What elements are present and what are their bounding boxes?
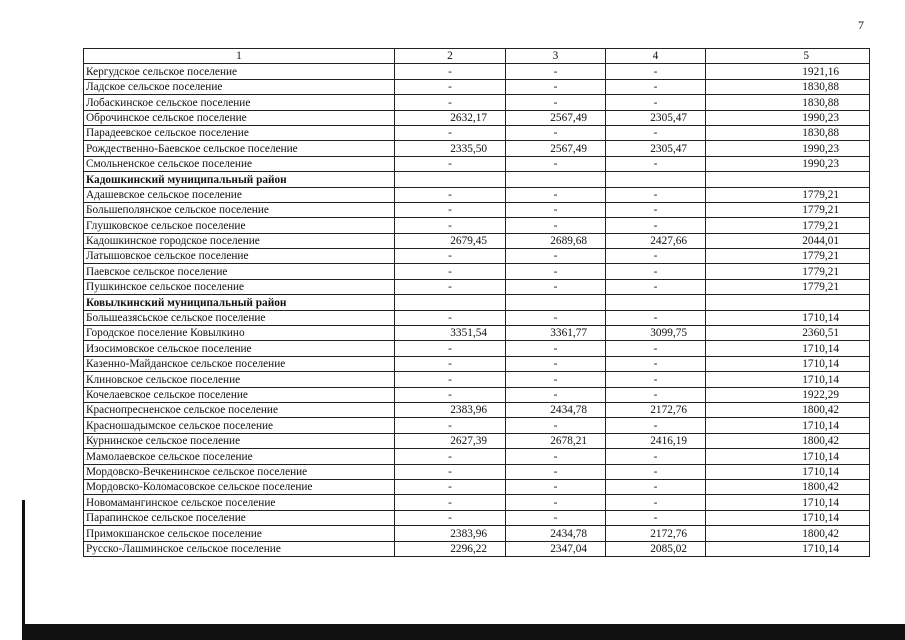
value-cell-col5: 1830,88	[706, 79, 870, 94]
value-cell-col2: 2296,22	[395, 541, 506, 556]
value-cell-col2: -	[395, 418, 506, 433]
value-cell-col3: 2689,68	[506, 233, 606, 248]
value-cell-col5: 1710,14	[706, 341, 870, 356]
value-cell-col5: 1710,14	[706, 310, 870, 325]
settlement-name-cell: Паевское сельское поселение	[84, 264, 395, 279]
settlement-name-cell: Мамолаевское сельское поселение	[84, 449, 395, 464]
value-cell-col5: 1779,21	[706, 218, 870, 233]
value-cell-col3: -	[506, 356, 606, 371]
value-cell-col5: 1710,14	[706, 541, 870, 556]
value-cell-col2: 2632,17	[395, 110, 506, 125]
tariff-table	[83, 48, 870, 557]
value-cell-col3: -	[506, 264, 606, 279]
table-row	[84, 202, 870, 217]
value-cell-col5: 1779,21	[706, 264, 870, 279]
value-cell-col3: -	[506, 495, 606, 510]
settlement-name-cell: Рождественно-Баевское сельское поселение	[84, 141, 395, 156]
value-cell-col5: 1800,42	[706, 479, 870, 494]
value-cell-col3: -	[506, 79, 606, 94]
settlement-name-cell: Русско-Лашминское сельское поселение	[84, 541, 395, 556]
value-cell-col3: -	[506, 341, 606, 356]
value-cell-col2: -	[395, 264, 506, 279]
value-cell-col4: -	[606, 249, 706, 264]
value-cell-col4: -	[606, 187, 706, 202]
value-cell-col3	[506, 295, 606, 310]
value-cell-col5: 1710,14	[706, 418, 870, 433]
value-cell-col4: -	[606, 372, 706, 387]
value-cell-col2: 2383,96	[395, 526, 506, 541]
value-cell-col3: 2567,49	[506, 110, 606, 125]
table-row	[84, 249, 870, 264]
table-row	[84, 418, 870, 433]
table-row	[84, 279, 870, 294]
value-cell-col2: -	[395, 187, 506, 202]
value-cell-col2: -	[395, 79, 506, 94]
value-cell-col5: 1779,21	[706, 202, 870, 217]
value-cell-col3: -	[506, 218, 606, 233]
settlement-name-cell: Ладское сельское поселение	[84, 79, 395, 94]
settlement-name-cell: Пушкинское сельское поселение	[84, 279, 395, 294]
value-cell-col4: -	[606, 387, 706, 402]
settlement-name-cell: Кочелаевское сельское поселение	[84, 387, 395, 402]
settlement-name-cell: Новомамангинское сельское поселение	[84, 495, 395, 510]
value-cell-col3: 2434,78	[506, 526, 606, 541]
table-row	[84, 95, 870, 110]
settlement-name-cell: Мордовско-Вечкенинское сельское поселение	[84, 464, 395, 479]
settlement-name-cell: Городское поселение Ковылкино	[84, 326, 395, 341]
settlement-name-cell: Адашевское сельское поселение	[84, 187, 395, 202]
table-row	[84, 110, 870, 125]
value-cell-col5	[706, 295, 870, 310]
value-cell-col4: -	[606, 264, 706, 279]
value-cell-col2: -	[395, 464, 506, 479]
value-cell-col4	[606, 172, 706, 187]
settlement-name-cell: Примокшанское сельское поселение	[84, 526, 395, 541]
value-cell-col3: 2678,21	[506, 433, 606, 448]
value-cell-col4: 2085,02	[606, 541, 706, 556]
value-cell-col3: -	[506, 372, 606, 387]
settlement-name-cell: Кергудское сельское поселение	[84, 64, 395, 79]
value-cell-col5: 1990,23	[706, 141, 870, 156]
column-number-header-row	[84, 49, 870, 64]
section-header-row	[84, 172, 870, 187]
value-cell-col5: 1830,88	[706, 125, 870, 140]
value-cell-col3: -	[506, 510, 606, 525]
value-cell-col3: -	[506, 202, 606, 217]
value-cell-col5: 1990,23	[706, 156, 870, 171]
table-row	[84, 356, 870, 371]
scan-edge-bottom	[22, 624, 905, 640]
settlement-name-cell: Краснопресненское сельское поселение	[84, 402, 395, 417]
value-cell-col4: -	[606, 510, 706, 525]
value-cell-col2: 2627,39	[395, 433, 506, 448]
value-cell-col3: -	[506, 479, 606, 494]
settlement-name-cell: Лобаскинское сельское поселение	[84, 95, 395, 110]
value-cell-col4: -	[606, 202, 706, 217]
value-cell-col4	[606, 295, 706, 310]
settlement-name-cell: Казенно-Майданское сельское поселение	[84, 356, 395, 371]
value-cell-col2: -	[395, 156, 506, 171]
value-cell-col2: -	[395, 218, 506, 233]
column-header-4: 4	[606, 49, 706, 64]
value-cell-col2: -	[395, 341, 506, 356]
settlement-name-cell: Оброчинское сельское поселение	[84, 110, 395, 125]
value-cell-col4: -	[606, 156, 706, 171]
value-cell-col3: -	[506, 464, 606, 479]
value-cell-col2: -	[395, 95, 506, 110]
table-row	[84, 156, 870, 171]
table-row	[84, 372, 870, 387]
value-cell-col2	[395, 295, 506, 310]
value-cell-col4: -	[606, 341, 706, 356]
table-row	[84, 387, 870, 402]
value-cell-col3: -	[506, 418, 606, 433]
value-cell-col5: 1922,29	[706, 387, 870, 402]
table-row	[84, 433, 870, 448]
value-cell-col5: 1710,14	[706, 495, 870, 510]
settlement-name-cell: Красношадымское сельское поселение	[84, 418, 395, 433]
value-cell-col2: 2383,96	[395, 402, 506, 417]
table-row	[84, 264, 870, 279]
value-cell-col2: -	[395, 449, 506, 464]
settlement-name-cell: Мордовско-Коломасовское сельское поселение	[84, 479, 395, 494]
value-cell-col4: -	[606, 64, 706, 79]
table-row	[84, 326, 870, 341]
value-cell-col5: 1921,16	[706, 64, 870, 79]
column-header-3: 3	[506, 49, 606, 64]
value-cell-col4: 2172,76	[606, 526, 706, 541]
value-cell-col2: -	[395, 495, 506, 510]
value-cell-col4: -	[606, 356, 706, 371]
table-row	[84, 402, 870, 417]
settlement-name-cell: Клиновское сельское поселение	[84, 372, 395, 387]
tariff-table-container	[83, 48, 870, 557]
settlement-name-cell: Ковылкинский муниципальный район	[84, 295, 395, 310]
table-row	[84, 479, 870, 494]
value-cell-col5: 1779,21	[706, 187, 870, 202]
value-cell-col3: -	[506, 187, 606, 202]
value-cell-col2: -	[395, 279, 506, 294]
value-cell-col4: -	[606, 279, 706, 294]
value-cell-col4: 2172,76	[606, 402, 706, 417]
value-cell-col5: 1779,21	[706, 279, 870, 294]
value-cell-col4: -	[606, 479, 706, 494]
settlement-name-cell: Кадошкинский муниципальный район	[84, 172, 395, 187]
value-cell-col2: -	[395, 387, 506, 402]
value-cell-col3: -	[506, 64, 606, 79]
column-header-1: 1	[84, 49, 395, 64]
settlement-name-cell: Парадеевское сельское поселение	[84, 125, 395, 140]
value-cell-col2: -	[395, 202, 506, 217]
value-cell-col2: -	[395, 249, 506, 264]
table-row	[84, 541, 870, 556]
value-cell-col4: -	[606, 95, 706, 110]
value-cell-col3: -	[506, 125, 606, 140]
settlement-name-cell: Изосимовское сельское поселение	[84, 341, 395, 356]
settlement-name-cell: Большеазясьское сельское поселение	[84, 310, 395, 325]
value-cell-col3: -	[506, 449, 606, 464]
value-cell-col3: -	[506, 95, 606, 110]
value-cell-col3: 2434,78	[506, 402, 606, 417]
settlement-name-cell: Курнинское сельское поселение	[84, 433, 395, 448]
settlement-name-cell: Кадошкинское городское поселение	[84, 233, 395, 248]
value-cell-col3: -	[506, 279, 606, 294]
section-header-row	[84, 295, 870, 310]
value-cell-col4: 2427,66	[606, 233, 706, 248]
value-cell-col5: 1710,14	[706, 356, 870, 371]
value-cell-col4: -	[606, 464, 706, 479]
table-row	[84, 510, 870, 525]
value-cell-col2: 2679,45	[395, 233, 506, 248]
table-row	[84, 64, 870, 79]
value-cell-col4: -	[606, 79, 706, 94]
value-cell-col5: 1990,23	[706, 110, 870, 125]
value-cell-col3: -	[506, 156, 606, 171]
table-row	[84, 310, 870, 325]
table-row	[84, 526, 870, 541]
value-cell-col4: 3099,75	[606, 326, 706, 341]
value-cell-col5: 1710,14	[706, 510, 870, 525]
value-cell-col3: -	[506, 249, 606, 264]
value-cell-col5: 2360,51	[706, 326, 870, 341]
value-cell-col4: 2305,47	[606, 110, 706, 125]
value-cell-col5: 1830,88	[706, 95, 870, 110]
value-cell-col5: 1710,14	[706, 372, 870, 387]
column-header-2: 2	[395, 49, 506, 64]
value-cell-col5: 1779,21	[706, 249, 870, 264]
settlement-name-cell: Латышовское сельское поселение	[84, 249, 395, 264]
value-cell-col4: 2305,47	[606, 141, 706, 156]
scan-edge-left	[22, 500, 25, 640]
settlement-name-cell: Глушковское сельское поселение	[84, 218, 395, 233]
table-row	[84, 141, 870, 156]
value-cell-col4: -	[606, 418, 706, 433]
value-cell-col2: -	[395, 356, 506, 371]
table-row	[84, 218, 870, 233]
value-cell-col3: 3361,77	[506, 326, 606, 341]
value-cell-col2: 3351,54	[395, 326, 506, 341]
value-cell-col2	[395, 172, 506, 187]
value-cell-col3: 2347,04	[506, 541, 606, 556]
value-cell-col4: 2416,19	[606, 433, 706, 448]
table-row	[84, 495, 870, 510]
table-row	[84, 79, 870, 94]
column-header-5: 5	[706, 49, 870, 64]
table-row	[84, 233, 870, 248]
table-row	[84, 449, 870, 464]
value-cell-col4: -	[606, 449, 706, 464]
settlement-name-cell: Парапинское сельское поселение	[84, 510, 395, 525]
value-cell-col2: -	[395, 372, 506, 387]
table-row	[84, 125, 870, 140]
value-cell-col2: -	[395, 125, 506, 140]
settlement-name-cell: Большеполянское сельское поселение	[84, 202, 395, 217]
value-cell-col4: -	[606, 125, 706, 140]
table-body	[84, 49, 870, 557]
value-cell-col5: 1710,14	[706, 464, 870, 479]
value-cell-col2: -	[395, 510, 506, 525]
value-cell-col5	[706, 172, 870, 187]
page-number: 7	[858, 18, 864, 32]
value-cell-col4: -	[606, 310, 706, 325]
value-cell-col5: 1800,42	[706, 433, 870, 448]
value-cell-col4: -	[606, 495, 706, 510]
table-row	[84, 464, 870, 479]
value-cell-col2: -	[395, 310, 506, 325]
value-cell-col3: -	[506, 310, 606, 325]
value-cell-col3: 2567,49	[506, 141, 606, 156]
value-cell-col3: -	[506, 387, 606, 402]
value-cell-col5: 1800,42	[706, 526, 870, 541]
value-cell-col5: 2044,01	[706, 233, 870, 248]
value-cell-col2: -	[395, 479, 506, 494]
table-row	[84, 187, 870, 202]
value-cell-col5: 1710,14	[706, 449, 870, 464]
value-cell-col5: 1800,42	[706, 402, 870, 417]
table-row	[84, 341, 870, 356]
value-cell-col3	[506, 172, 606, 187]
value-cell-col2: -	[395, 64, 506, 79]
value-cell-col2: 2335,50	[395, 141, 506, 156]
settlement-name-cell: Смольненское сельское поселение	[84, 156, 395, 171]
value-cell-col4: -	[606, 218, 706, 233]
